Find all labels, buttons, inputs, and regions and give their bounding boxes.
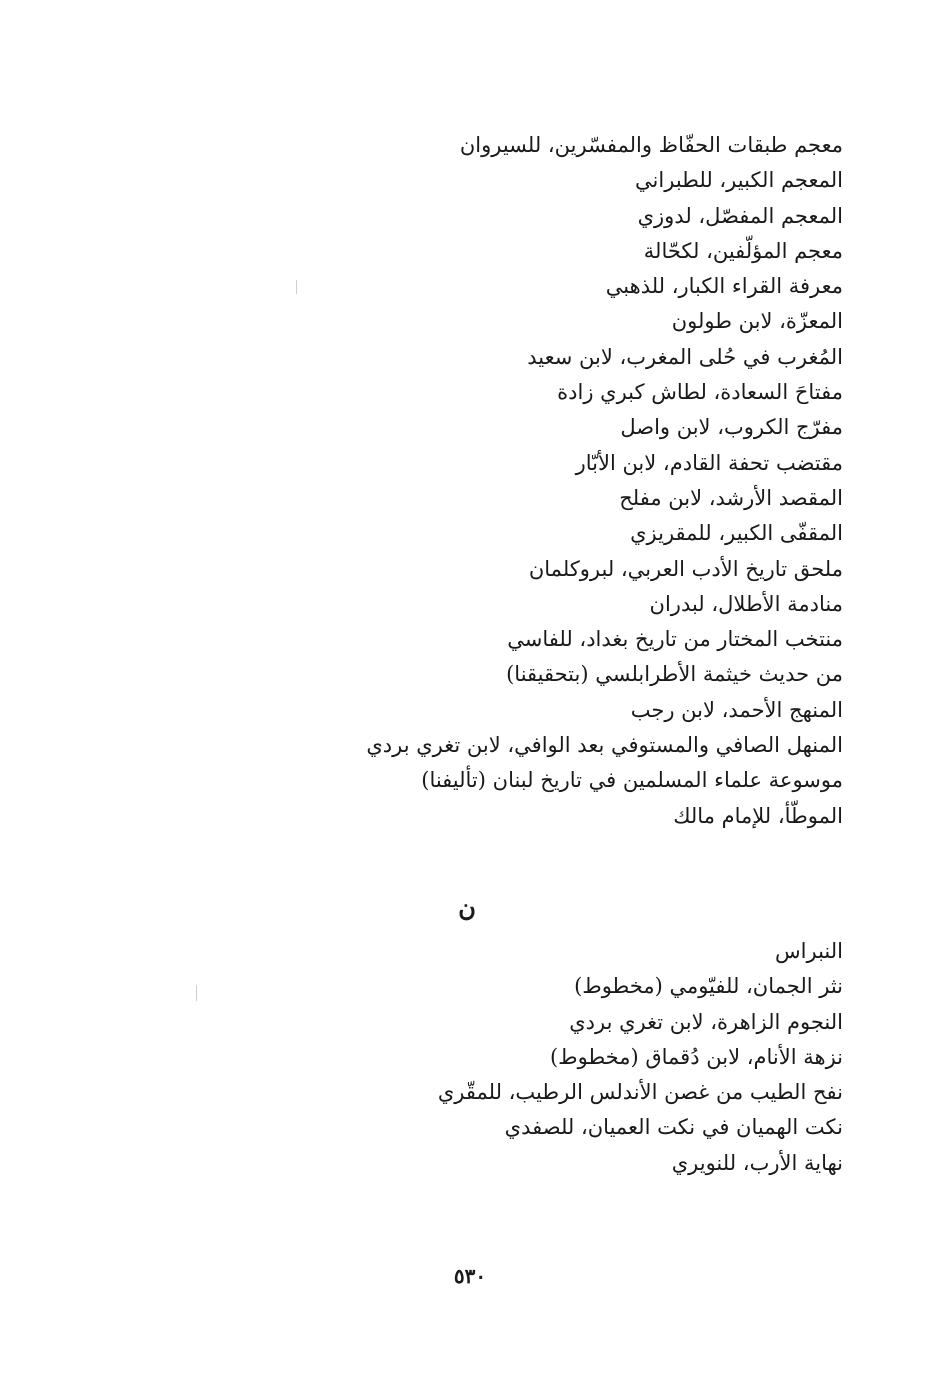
bibliography-entry: المعجم المفصّل، لدوزي <box>637 203 843 228</box>
bibliography-entry: منتخب المختار من تاريخ بغداد، للفاسي <box>507 627 843 652</box>
page-number: ٥٣٠ <box>453 1264 487 1288</box>
bibliography-entry: النبراس <box>775 939 843 963</box>
bibliography-entry: النجوم الزاهرة، لابن تغري بردي <box>569 1009 843 1034</box>
bibliography-entry: نفح الطيب من غصن الأندلس الرطيب، للمقّري <box>437 1080 843 1105</box>
section-heading-letter: ن <box>458 893 476 922</box>
bibliography-entry: معرفة القراء الكبار، للذهبي <box>605 274 843 299</box>
bibliography-entry: مفتاحَ السعادة، لطاش كبري زادة <box>557 380 843 405</box>
bibliography-list-mim <box>366 128 843 834</box>
bibliography-entry: نهاية الأرب، للنويري <box>671 1150 843 1175</box>
bibliography-entry: من حديث خيثمة الأطرابلسي (بتحقيقنا) <box>506 662 843 687</box>
bibliography-entry: معجم المؤلّفين، لكحّالة <box>643 238 843 263</box>
bibliography-entry: نكت الهميان في نكت العميان، للصفدي <box>504 1115 843 1140</box>
bibliography-entry: نثر الجمان، للفيّومي (مخطوط) <box>574 974 843 999</box>
bibliography-entry: معجم طبقات الحفّاظ والمفسّرين، للسيروان <box>459 133 843 157</box>
bibliography-entry: مفرّج الكروب، لابن واصل <box>620 415 843 440</box>
bibliography-entry: ملحق تاريخ الأدب العربي، لبروكلمان <box>528 556 843 581</box>
bibliography-entry: المقصد الأرشد، لابن مفلح <box>619 485 843 510</box>
bibliography-entry: المعزّة، لابن طولون <box>671 309 843 334</box>
bibliography-list-nun <box>438 934 843 1181</box>
bibliography-entry: مقتضب تحفة القادم، لابن الأبّار <box>575 450 843 475</box>
bibliography-entry: موسوعة علماء المسلمين في تاريخ لبنان (تأليفنا) <box>421 768 843 793</box>
scan-mark-bottom <box>196 985 197 1001</box>
scan-mark-top <box>296 280 297 294</box>
bibliography-entry: منادمة الأطلال، لبدران <box>649 591 843 616</box>
bibliography-entry: المُغرب في حُلى المغرب، لابن سعيد <box>527 344 843 369</box>
bibliography-entry: الموطّأ، للإمام مالك <box>673 803 843 828</box>
bibliography-entry: المنهل الصافي والمستوفي بعد الوافي، لابن تغري بردي <box>366 733 843 758</box>
bibliography-entry: نزهة الأنام، لابن دُقماق (مخطوط) <box>549 1044 843 1069</box>
bibliography-entry: المعجم الكبير، للطبراني <box>635 168 843 193</box>
bibliography-entry: المنهج الأحمد، لابن رجب <box>630 697 843 722</box>
bibliography-entry: المقفّى الكبير، للمقريزي <box>630 521 843 546</box>
